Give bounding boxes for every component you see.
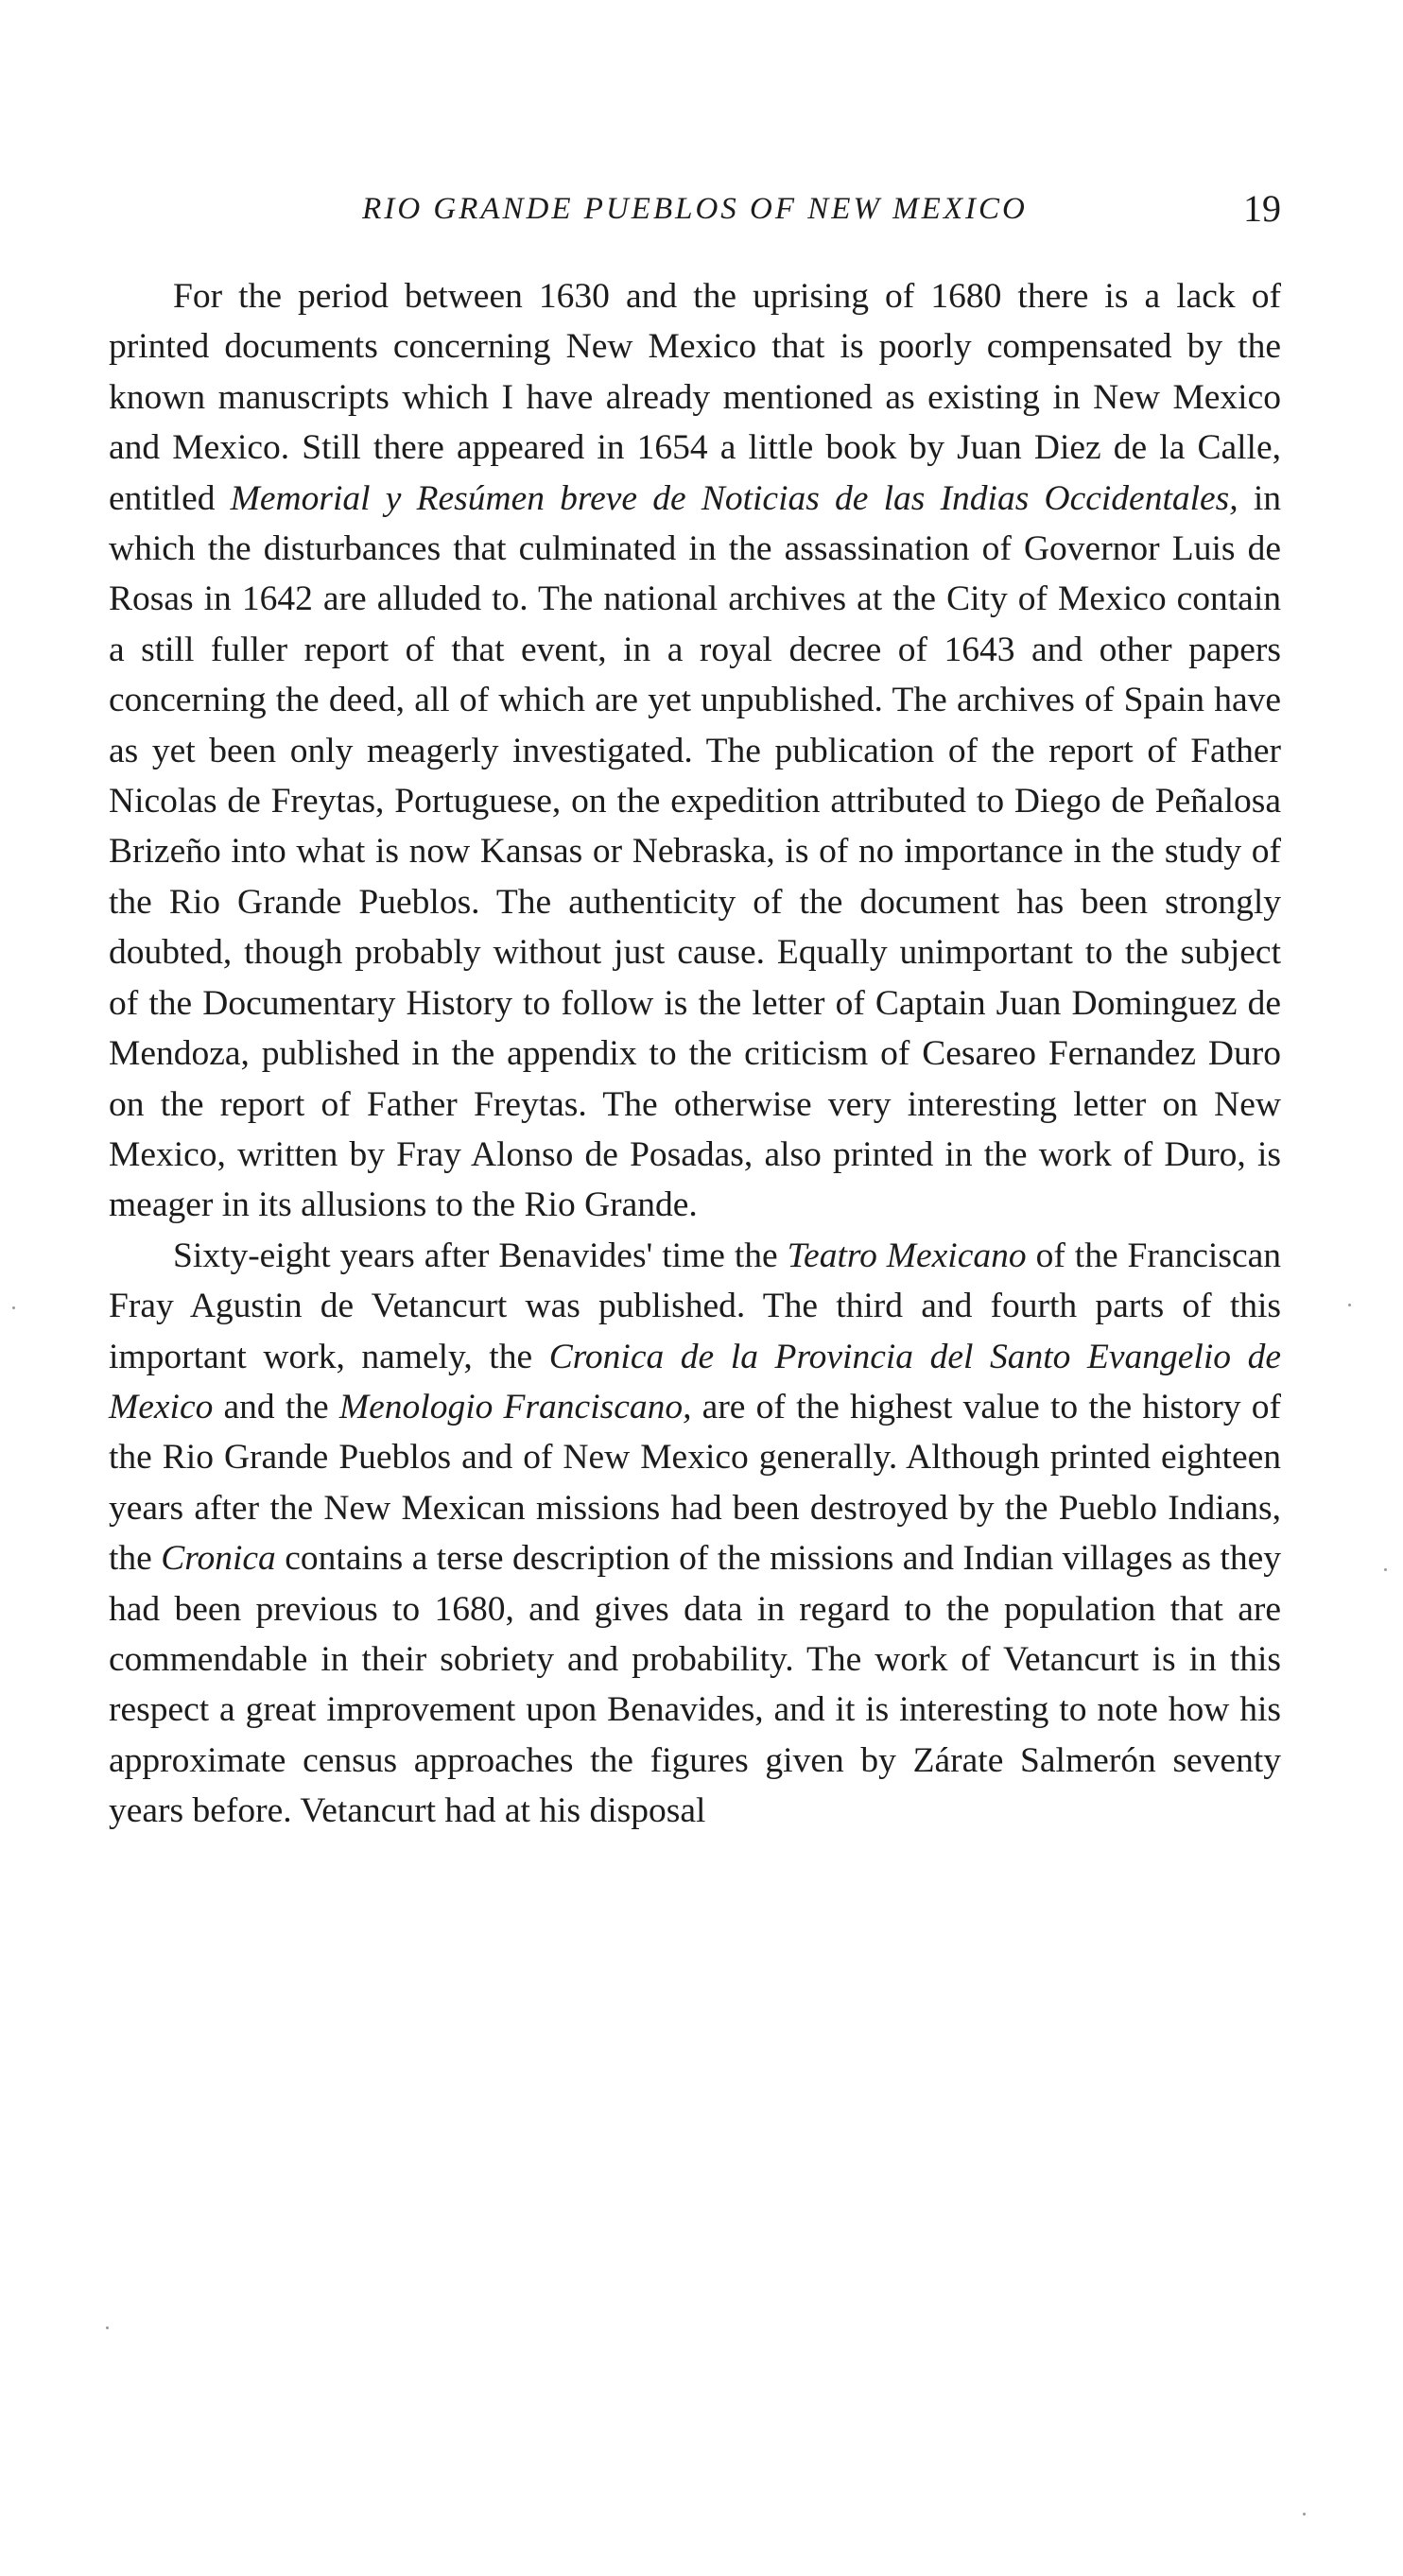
book-title-cronica-full: Cronica de la Provincia del Santo Evangelio de Mexico bbox=[109, 1337, 1281, 1426]
running-title: RIO GRANDE PUEBLOS OF NEW MEXICO bbox=[362, 192, 1028, 226]
running-head bbox=[109, 185, 1281, 233]
page-number: 19 bbox=[1243, 187, 1281, 230]
scan-speck bbox=[106, 2326, 109, 2329]
scan-speck bbox=[1303, 2513, 1306, 2515]
scan-speck bbox=[12, 1306, 15, 1309]
text-run: in which the disturbances that culminated in the assassination of Governor Luis de Rosas in 1642 are alluded to. The national archives at the City of Mexico contain a still fuller report of that event, in a royal decree of 1643 and other papers concerning the deed, all of which are yet unpublished. The archives of Spain have as yet been only meagerly investigated. The publication of the report of Father Nicolas de Freytas, Portuguese, on the expedition attributed to Diego de Peñalosa Brizeño into what is now Kansas or Nebraska, is of no importance in the study of the Rio Grande Pueblos. The authenticity of the document has been strongly doubted, though probably without just cause. Equally unimportant to the subject of the Documentary History to follow is the letter of Captain Juan Dominguez de Mendoza, published in the appendix to the criticism of Cesareo Fernandez Duro on the report of Father Freytas. The otherwise very interesting letter on New Mexico, written by Fray Alonso de Posadas, also printed in the work of Duro, is meager in its allusions to the Rio Grande. bbox=[109, 478, 1282, 1225]
book-title-memorial: Memorial y Resúmen breve de Noticias de las Indias Occidentales, bbox=[230, 478, 1238, 518]
paragraph-2 bbox=[109, 1231, 1281, 1837]
text-run: contains a terse description of the missions and Indian villages as they had been previous to 1680, and gives data in regard to the population that are commendable in their sobriety and probability. The work of Vetancurt is in this respect a great improvement upon Benavides, and it is interesting to note how his approximate census approaches the figures given by Zárate Salmerón seventy years before. Vetancurt had at his disposal bbox=[109, 1539, 1281, 1831]
text-run: and the bbox=[213, 1387, 339, 1426]
book-title-teatro-mexicano: Teatro Mexicano bbox=[787, 1236, 1027, 1275]
text-run: of the Franciscan Fray Agustin de Vetancurt was published. The third and fourth parts of this important work, namely, the bbox=[109, 1236, 1281, 1376]
book-title-menologio: Menologio Franciscano, bbox=[338, 1387, 692, 1426]
text-run: Sixty-eight years after Benavides' time the bbox=[173, 1236, 788, 1275]
book-title-cronica: Cronica bbox=[161, 1539, 276, 1579]
text-run: are of the highest value to the history of the Rio Grande Pueblos and of New Mexico generally. Although printed eighteen years after the New Mexican missions had been destroyed by the Pueblo Indians, the bbox=[109, 1387, 1281, 1579]
scan-speck bbox=[1348, 1304, 1351, 1306]
text-run: For the period between 1630 and the uprising of 1680 there is a lack of printed documents concerning New Mexico that is poorly compensated by the known manuscripts which I have already mentioned as existing in New Mexico and Mexico. Still there appeared in 1654 a little book by Juan Diez de la Calle, entitled bbox=[109, 277, 1281, 518]
paragraph-1 bbox=[109, 271, 1281, 1231]
scan-speck bbox=[1384, 1568, 1387, 1571]
body-text bbox=[109, 271, 1281, 1837]
